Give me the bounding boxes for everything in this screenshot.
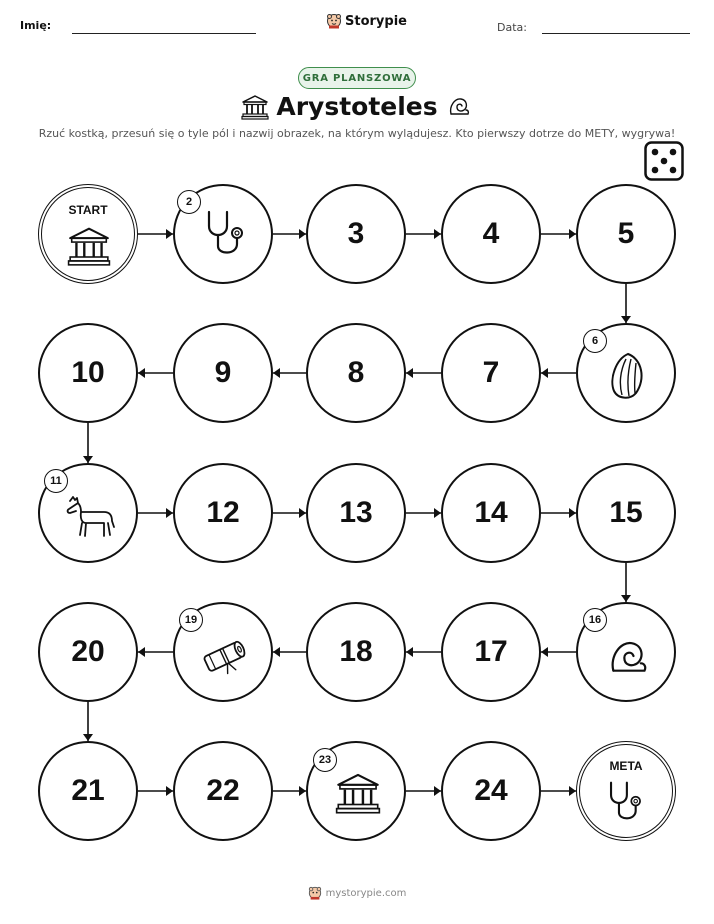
cell-number: 14 xyxy=(474,496,508,529)
page-title: Arystoteles xyxy=(276,92,438,121)
board-cell-3 xyxy=(306,184,406,284)
path-arrow xyxy=(273,229,306,239)
board-cell-10 xyxy=(38,323,138,423)
board-cell-17 xyxy=(441,602,541,702)
seed-icon xyxy=(606,351,650,401)
path-arrow xyxy=(83,423,93,463)
footer-url[interactable]: mystorypie.com xyxy=(325,887,407,899)
path-arrow xyxy=(138,229,173,239)
board-cell-21 xyxy=(38,741,138,841)
greek-temple-icon xyxy=(67,224,111,268)
footer xyxy=(0,886,714,900)
path-arrow xyxy=(138,368,173,378)
cell-number: 8 xyxy=(347,356,365,389)
cell-number-badge: 16 xyxy=(583,608,607,632)
board-cell-18 xyxy=(306,602,406,702)
cell-number: 24 xyxy=(474,774,508,807)
name-label: Imię: xyxy=(20,19,52,32)
cell-number: 18 xyxy=(339,635,373,668)
path-arrow xyxy=(138,508,173,518)
cell-number: 9 xyxy=(214,356,232,389)
path-arrow xyxy=(273,368,306,378)
cell-number-badge: 19 xyxy=(179,608,203,632)
path-arrow xyxy=(83,702,93,741)
cell-number: 12 xyxy=(206,496,240,529)
path-arrow xyxy=(138,647,173,657)
path-arrow xyxy=(541,368,576,378)
path-arrow xyxy=(541,229,576,239)
cell-number-badge: 23 xyxy=(313,748,337,772)
cell-number: 3 xyxy=(347,217,365,250)
board-cell-24 xyxy=(441,741,541,841)
board-cell-start xyxy=(38,184,138,284)
board-cell-20 xyxy=(38,602,138,702)
board-cell-14 xyxy=(441,463,541,563)
board-cell-5 xyxy=(576,184,676,284)
board-cell-9 xyxy=(173,323,273,423)
greek-temple-icon xyxy=(335,771,381,815)
cell-number-badge: 6 xyxy=(583,329,607,353)
path-arrow xyxy=(621,284,631,323)
path-arrow xyxy=(621,563,631,602)
board-cell-4 xyxy=(441,184,541,284)
storypie-mascot-icon xyxy=(308,886,322,900)
path-arrow xyxy=(273,786,306,796)
path-arrow xyxy=(406,368,441,378)
path-arrow xyxy=(541,508,576,518)
path-arrow xyxy=(406,508,441,518)
board-cell-12 xyxy=(173,463,273,563)
board-cell-13 xyxy=(306,463,406,563)
cell-number-badge: 11 xyxy=(44,469,68,493)
path-arrow xyxy=(138,786,173,796)
cell-number: 15 xyxy=(609,496,643,529)
path-arrow xyxy=(273,508,306,518)
game-type-badge: GRA PLANSZOWA xyxy=(298,67,416,89)
path-arrow xyxy=(273,647,306,657)
board-cell-22 xyxy=(173,741,273,841)
path-arrow xyxy=(406,786,441,796)
scroll-icon xyxy=(199,636,251,676)
path-arrow xyxy=(406,647,441,657)
board-cell-finish xyxy=(576,741,676,841)
cell-number: 7 xyxy=(482,356,500,389)
start-label: START xyxy=(68,203,108,217)
finish-label: META xyxy=(609,759,643,773)
game-instructions: Rzuć kostką, przesuń się o tyle pól i nazwij obrazek, na którym wylądujesz. Kto pierwszy dotrze do METY, wygrywa! xyxy=(38,127,676,140)
cell-number: 22 xyxy=(206,774,240,807)
cell-number: 5 xyxy=(617,217,635,250)
board-cell-8 xyxy=(306,323,406,423)
cell-number: 10 xyxy=(71,356,105,389)
stethoscope-icon xyxy=(604,779,648,825)
path-arrow xyxy=(406,229,441,239)
stethoscope-icon xyxy=(201,208,251,260)
cell-number: 17 xyxy=(474,635,508,668)
cell-number: 4 xyxy=(482,217,500,250)
board-cell-15 xyxy=(576,463,676,563)
date-label: Data: xyxy=(497,21,527,34)
cell-number: 20 xyxy=(71,635,105,668)
path-arrow xyxy=(541,647,576,657)
cell-number: 21 xyxy=(71,774,105,807)
path-arrow xyxy=(541,786,576,796)
cell-number-badge: 2 xyxy=(177,190,201,214)
snail-shell-icon xyxy=(606,634,650,678)
horse-icon xyxy=(64,495,116,539)
cell-number: 13 xyxy=(339,496,373,529)
board-cell-7 xyxy=(441,323,541,423)
brand-name: Storypie xyxy=(345,13,407,29)
